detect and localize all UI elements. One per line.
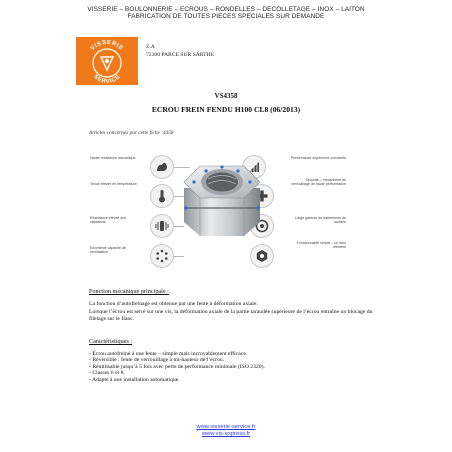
mechanical-function-heading: Fonction mécanique principale : xyxy=(89,288,169,295)
feature-label-right-1: Performance supérieure constante xyxy=(290,156,346,160)
logo-text-bottom: SERVICE xyxy=(92,73,122,85)
list-item: - Classes 6 et 8. xyxy=(89,370,125,377)
list-item: - Adapté à une installation automatique. xyxy=(89,376,180,383)
product-title: ECROU FREIN FENDU H100 CL8 (06/2013) xyxy=(151,105,301,114)
address-line-2: 72300 PARCE SUR SARTHE xyxy=(146,52,214,58)
header-line-1: VISSERIE – BOULONNERIE – ECROUS – RONDELLES – DECOLLETAGE – INOX – LAITON xyxy=(87,6,365,13)
logo-text-top: VISSERIE xyxy=(89,39,125,52)
feature-label-left-4: Excellente capacité de réutilisation xyxy=(90,246,126,255)
feature-label-right-3: Large gamme de traitements de surface xyxy=(295,216,346,225)
website-link-2[interactable]: www.vis-express.fr xyxy=(201,431,251,437)
header-line-2: FABRICATION DE TOUTES PIECES SPECIALES SUR DEMANDE xyxy=(127,13,325,20)
feature-label-left-3: Résistance élevée aux vibrations xyxy=(90,216,127,225)
svg-text:VISSERIE xyxy=(90,40,124,52)
feature-label-left-2: Tenue élevée en température xyxy=(90,182,137,186)
reuse-dots-icon xyxy=(150,244,174,268)
mechanical-paragraph-1: La fonction d’autofreinage est obtenue par une fente à déformation axiale. xyxy=(89,301,258,307)
mechanical-paragraph-2: Lorsque l’écrou est serré sur une vis, la déformation axiale de la partie taraudée supérieure de l’écrou entraîne un blocage du filetage sur le flanc. xyxy=(89,309,373,322)
list-item: - Écrou autofreiné à une fente – simple mais incroyablement efficace. xyxy=(89,351,248,357)
characteristics-list xyxy=(89,351,265,383)
thermometer-icon xyxy=(150,184,174,208)
muscle-arm-icon xyxy=(150,155,174,179)
address-line-1: Z.A xyxy=(146,44,155,50)
list-item: - Réutilisable jusqu’à 5 fois avec perte de performance minimale (ISO 2320). xyxy=(89,363,265,370)
feature-label-left-1: Haute résistance mécanique xyxy=(90,156,136,160)
svg-text:SERVICE xyxy=(92,74,122,85)
list-item: - Réversible : fente de verrouillage à mi-hauteur de l’écrou. xyxy=(89,357,225,364)
feature-label-right-4: Fonctionnalité simple – un seul élément xyxy=(296,241,346,250)
characteristics-heading: Caractéristiques : xyxy=(89,338,133,345)
hex-nut-icon xyxy=(250,244,274,268)
locknut-image xyxy=(176,152,268,247)
logo-emblem-icon xyxy=(101,57,113,70)
feature-label-right-2: Sécurité – mécanisme de verrouillage de haute performance xyxy=(291,178,346,187)
company-logo xyxy=(76,37,138,85)
articles-note: Articles concernés par cette fiche :4358 xyxy=(89,130,174,136)
website-link-1[interactable]: www.visserie-service.fr xyxy=(196,424,256,430)
vibration-icon xyxy=(150,214,174,238)
product-reference: VS4358 xyxy=(214,92,238,100)
